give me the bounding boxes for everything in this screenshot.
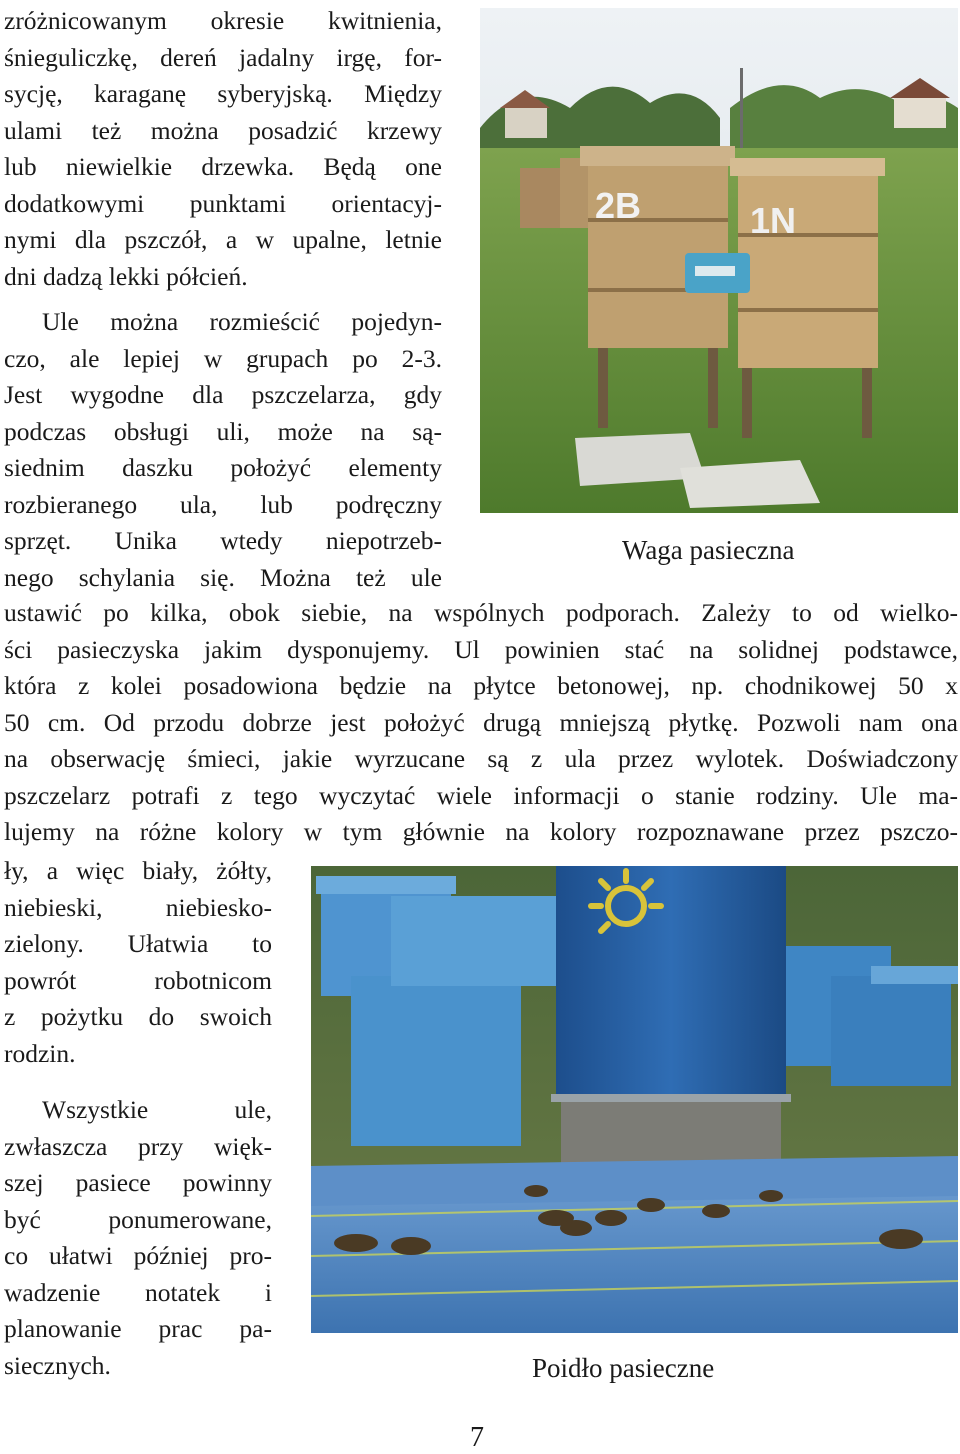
text-line: podczas obsługi uli, może na są- <box>4 416 442 446</box>
text-line: zróżnicowanym okresie kwitnienia, <box>4 6 442 35</box>
hive-scale-illustration <box>480 8 958 513</box>
text-line: ły, a więc biały, żółty, <box>4 856 272 885</box>
text-line: lub niewielkie drzewka. Będą one <box>4 152 442 181</box>
text-line: która z kolei posadowiona będzie na płytce betonowej, np. chodnikowej 50 x <box>4 671 958 700</box>
page-number: 7 <box>470 1422 484 1453</box>
text-line: rodzin. <box>4 1038 76 1068</box>
text-line: nego schylania się. Można też ule <box>4 562 442 592</box>
text-line: niebieski, niebiesko- <box>4 892 272 922</box>
text-line: planowanie prac pa- <box>4 1314 272 1343</box>
text-line: Jest wygodne dla pszczelarza, gdy <box>4 380 442 409</box>
photo-hive-scale <box>480 8 958 513</box>
text-line: śnieguliczkę, dereń jadalny irgę, for- <box>4 42 442 72</box>
text-line: rozbieranego ula, lub podręczny <box>4 489 442 519</box>
text-line: pszczelarz potrafi z tego wyczytać wiele informacji o stanie rodziny. Ule ma- <box>4 780 958 810</box>
paragraph-hive-numbering <box>4 1092 272 1384</box>
paragraph-full-width <box>4 595 958 851</box>
text-line: z pożytku do swoich <box>4 1002 272 1031</box>
paragraph-intro-continuation <box>4 3 442 295</box>
figure-caption: Waga pasieczna <box>622 535 795 565</box>
text-line: co ułatwi później pro- <box>4 1241 272 1270</box>
hive-number-label: 2B <box>595 185 642 226</box>
text-line: na obserwację śmieci, jakie wyrzucane są z ula przez wylotek. Doświadczony <box>4 744 958 773</box>
figure-caption: Poidło pasieczne <box>532 1353 715 1383</box>
text-line: ści pasieczyska jakim dysponujemy. Ul powinien stać na solidnej podstawce, <box>4 634 958 664</box>
paragraph-hive-placement <box>4 304 442 596</box>
photo-bee-waterer <box>311 866 958 1333</box>
text-line: 50 cm. Od przodu dobrze jest położyć drugą mniejszą płytkę. Pozwoli nam ona <box>4 707 958 737</box>
text-line: zielony. Ułatwia to <box>4 929 272 958</box>
text-line: Wszystkie ule, <box>42 1095 272 1124</box>
text-line: powrót robotnicom <box>4 965 272 995</box>
text-line: wadzenie notatek i <box>4 1277 272 1307</box>
text-line: nymi dla pszczół, a w upalne, letnie <box>4 225 442 254</box>
text-line: czo, ale lepiej w grupach po 2-3. <box>4 343 442 373</box>
text-line: siednim daszku położyć elementy <box>4 453 442 482</box>
text-line: ulami też można posadzić krzewy <box>4 115 442 145</box>
text-line: sprzęt. Unika wtedy niepotrzeb- <box>4 526 442 555</box>
text-line: siecznych. <box>4 1350 111 1380</box>
text-line: być ponumerowane, <box>4 1204 272 1234</box>
text-line: dni dadzą lekki półcień. <box>4 261 248 291</box>
text-line: szej pasiece powinny <box>4 1168 272 1197</box>
text-line: lujemy na różne kolory w tym głównie na kolory rozpoznawane przez pszczo- <box>4 817 958 846</box>
paragraph-hive-colors <box>4 853 272 1072</box>
text-line: ustawić po kilka, obok siebie, na wspólnych podporach. Zależy to od wielko- <box>4 598 958 627</box>
text-line: Ule można rozmieścić pojedyn- <box>42 307 442 336</box>
hive-number-label: 1N <box>750 200 797 241</box>
bee-waterer-illustration <box>311 866 958 1333</box>
text-line: dodatkowymi punktami orientacyj- <box>4 188 442 218</box>
text-line: sycję, karaganę syberyjską. Między <box>4 79 442 108</box>
text-line: zwłaszcza przy więk- <box>4 1131 272 1161</box>
